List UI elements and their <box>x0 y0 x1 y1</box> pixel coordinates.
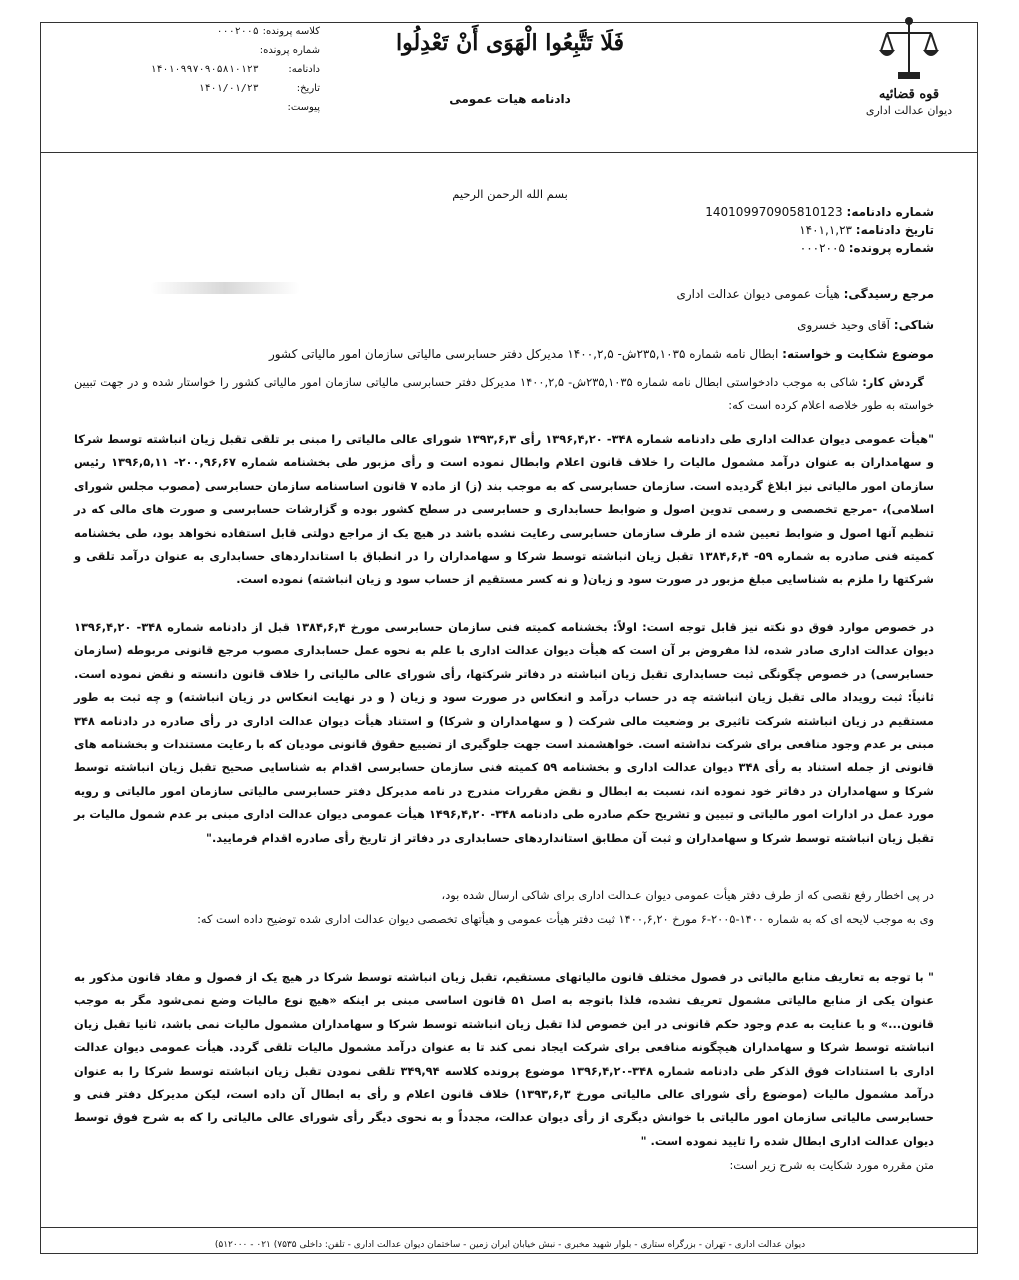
brief-quote: " با توجه به تعاریف منابع مالیاتی در فصول مختلف قانون مالیاتهای مستقیم، تقبل زیان انباشته توسط شرکا در هیچ یک از فصول و مفاد قانون مذکور به عنوان یکی از منابع مالیاتی مشمول تعریف نشده، فلذا باتوجه به اصل ۵۱ قانون اساسی مبنی بر اینکه «هیچ نوع مالیات وضع نمی‌شود مگر به موجب قانون...» و با عنایت به عدم وجود حکم قانونی در این خصوص لذا تقبل زیان انباشته توسط شرکا و سهامداران مشمول مالیات نمی باشد، ثانیا تقبل زیان انباشته توسط شرکا و سهامداران هیچگونه منافعی برای شرکت ایجاد نمی کند تا به عنوان درآمد مشمول مالیات تلقی گردد. هیأت عمومی دیوان عدالت اداری با استنادات فوق الذکر طی دادنامه شماره ۳۴۸-۱۳۹۶,۴,۲۰ موضوع پرونده کلاسه ۳۴۹,۹۴ تلقی نمودن تقبل زیان انباشته توسط شرکا را به عنوان درآمد مشمول مالیات (موضوع رأی شورای عالی مالیاتی مورخ ۱۳۹۳,۶,۳) خلاف قانون اعلام و رأی به ابطال آن داده است، لیکن مدیرکل دفتر فنی و حسابرسی مالیاتی سازمان امور مالیاتی با خوانش دیگری از رأی دیوان عدالت، مجدداً و به نحوی دیگر رأی شورای عالی مالیاتی را که به شرح فوق توسط دیوان عدالت اداری ابطال شده را تایید نموده است. " <box>74 970 935 1148</box>
header-subtitle: دادنامه هیات عمومی <box>449 92 571 106</box>
defect-notice-paragraph: در پی اخطار رفع نقصی که از طرف دفتر هیأت عمومی دیوان عـدالت اداری برای شاکی ارسال شده بود، <box>441 888 934 902</box>
process-paragraph: گردش کار: شاکی به موجب دادخواستی ابطال نامه شماره ۲۳۵,۱۰۳۵ش- ۱۴۰۰,۲,۵ مدیرکل دفتر حسابرسی مالیاتی سازمان امور مالیاتی کشور را خواستار شده و در جهت تبیین خواسته به طور خلاصه اعلام کرده است که: <box>74 375 934 413</box>
footer-address: دیوان عدالت اداری - تهران - بزرگراه ستاری - بلوار شهید مخبری - نبش خیابان ایران زمین - ساختمان دیوان عدالت اداری - تلفن: داخلی ۷۵۳۵) ۰۲۱ - ۵۱۲۰۰۰) <box>214 1240 806 1250</box>
organization-subname: دیوان عدالت اداری <box>865 104 953 117</box>
header-info-row: شماره پرونده: <box>259 45 320 56</box>
authority-row: مرجع رسیدگی: هیأت عمومی دیوان عدالت اداری <box>676 287 934 301</box>
scales-of-justice-icon <box>879 15 939 85</box>
verdict-date-row: تاریخ دادنامه: ۱۴۰۱,۱,۲۳ <box>799 223 934 237</box>
plaintiff-row: شاکی: آقای وحید خسروی <box>797 318 934 332</box>
plaintiff-quote: "هیأت عمومی دیوان عدالت اداری طی دادنامه شماره ۳۴۸- ۱۳۹۶,۴,۲۰ رأی ۱۳۹۳,۶,۳ شورای عالی مالیاتی را مبنی بر تلقی تقبل زیان انباشته توسط شرکا و سهامداران به عنوان درآمد مشمول مالیات را خلاف قانون اعلام وابطال نموده است و رأی مزبور طی بخشنامه شماره ۲۰۰,۹۶,۶۷- ۱۳۹۶,۵,۱۱ رئیس سازمان امور مالیاتی نیز ابلاغ گردیده است. سازمان حسابرسی که به موجب بند (ز) از ماده ۷ قانون اساسنامه سازمان حسابرسی (مصوب مجلس شورای اسلامی)، -مرجع تخصصی و رسمی تدوین اصول و ضوابط حسابداری و حسابرسی در سطح کشور بوده و گزارشات حسابرسی و صورت های مالی که در تنظیم آنها اصول و ضوابط تعیین شده از طرف سازمان حسابرسی رعایت نشده باشد در هیچ یک از مراجع دولتی قابل استفاده نخواهد بود، طی بخشنامه کمیته فنی صادره به شماره ۵۹- ۱۳۸۴,۶,۴ تقبل زیان انباشته توسط شرکا و سهامداران را در انطباق با استانداردهای حسابداری به عنوان درآمد تلقی و شرکتها را ملزم به شناسایی مبلغ مزبور در صورت سود و زیان( و نه کسر مستقیم از حساب سود و زیان انباشته) نموده است. <box>74 432 935 587</box>
subject-row: موضوع شکایت و خواسته: ابطال نامه شماره ۲۳۵,۱۰۳۵ش- ۱۴۰۰,۲,۵ مدیرکل دفتر حسابرسی مالیاتی سازمان امور مالیاتی کشور <box>268 347 934 361</box>
quranic-verse: فَلَا تَتَّبِعُوا الْهَوَى أَنْ تَعْدِلُوا <box>395 30 625 56</box>
footer-divider <box>40 1227 978 1228</box>
bismillah: بسم الله الرحمن الرحیم <box>452 187 568 201</box>
organization-name: قوه قضائیه <box>878 87 940 102</box>
header-info-row: تاریخ: ۱۴۰۱/۰۱/۲۳ <box>198 83 320 94</box>
judiciary-emblem <box>854 15 964 135</box>
verdict-number-row: شماره دادنامه: 140109970905810123 <box>705 205 934 219</box>
brief-paragraph: وی به موجب لایحه ای که به شماره ۱۴۰۰-۲۰۰۵-۶ مورخ ۱۴۰۰,۶,۲۰ ثبت دفتر هیأت عمومی و هیأتهای تخصصی دیوان عدالت اداری شده توضیح داده است که: <box>197 912 934 926</box>
plaintiff-points-paragraph: در خصوص موارد فوق دو نکته نیز قابل توجه است: اولاً: بخشنامه کمیته فنی سازمان حسابرسی مورخ ۱۳۸۴,۶,۴ قبل از دادنامه شماره ۳۴۸- ۱۳۹۶,۴,۲۰ دیوان عدالت اداری صادر شده، لذا مفروض بر آن است که هیأت دیوان عدالت اداری با علم به نحوه عمل حسابداری مصوب مرجع قانونی مربوطه (سازمان حسابرسی) در خصوص چگونگی ثبت حسابداری تقبل زیان انباشته در دفاتر شرکتها، رأی شورای عالی مالیاتی را خلاف قانون دانسته و نقض نموده است. ثانیاً: ثبت رویداد مالی تقبل زیان انباشته چه در حساب درآمد و انعکاس در صورت سود و زیان ( و در نهایت انعکاس در زیان انباشته) و چه ثبت به طور مستقیم در زیان انباشته شرکت تاثیری بر وضعیت مالی شرکت ( و سهامداران و شرکا) و استناد هیأت دیوان عدالت اداری در رأی صادره در دادنامه ۳۴۸ مبنی بر عدم وجود منافعی برای شرکت نداشته است. خواهشمند است جهت جلوگیری از تضییع حقوق قانونی مودیان که با رعایت مستندات و بخشنامه های قانونی از جمله استناد به رأی ۳۴۸ دیوان عدالت اداری و بخشنامه ۵۹ کمیته فنی سازمان حسابرسی اقدام به شناسایی صحیح تقبل زیان انباشته توسط شرکا و سهامداران در دفاتر خود نموده اند، نسبت به ابطال و نقض مقررات مندرج در نامه مدیرکل دفتر حسابرسی مالیاتی سازمان امور مالیاتی و رویه مورد عمل در ادارات امور مالیاتی و تبیین و تشریح حکم صادره طی دادنامه ۳۴۸- ۱۴۹۶,۴,۲۰ هیأت عمومی دیوان عدالت اداری مبنی بر عدم شمول مالیات بر تقبل زیان انباشته توسط شرکا و سهامداران و ثبت آن مطابق استانداردهای حسابداری در دفاتر از تاریخ رأی صادره اقدام فرمایید." <box>74 620 935 845</box>
header-info-block <box>150 22 320 117</box>
header-info-row: پیوست: <box>287 102 320 113</box>
case-number-row: شماره پرونده: ۰۰۰۲۰۰۵ <box>799 241 934 255</box>
header-info-row: دادنامه: ۱۴۰۱۰۹۹۷۰۹۰۵۸۱۰۱۲۳ <box>150 64 320 75</box>
regulation-intro: متن مقرره مورد شکایت به شرح زیر است: <box>729 1158 934 1172</box>
header-divider <box>40 152 978 153</box>
header-info-row: کلاسه پرونده: ۰۰۰۲۰۰۵ <box>216 26 320 37</box>
verdict-meta <box>334 203 934 257</box>
